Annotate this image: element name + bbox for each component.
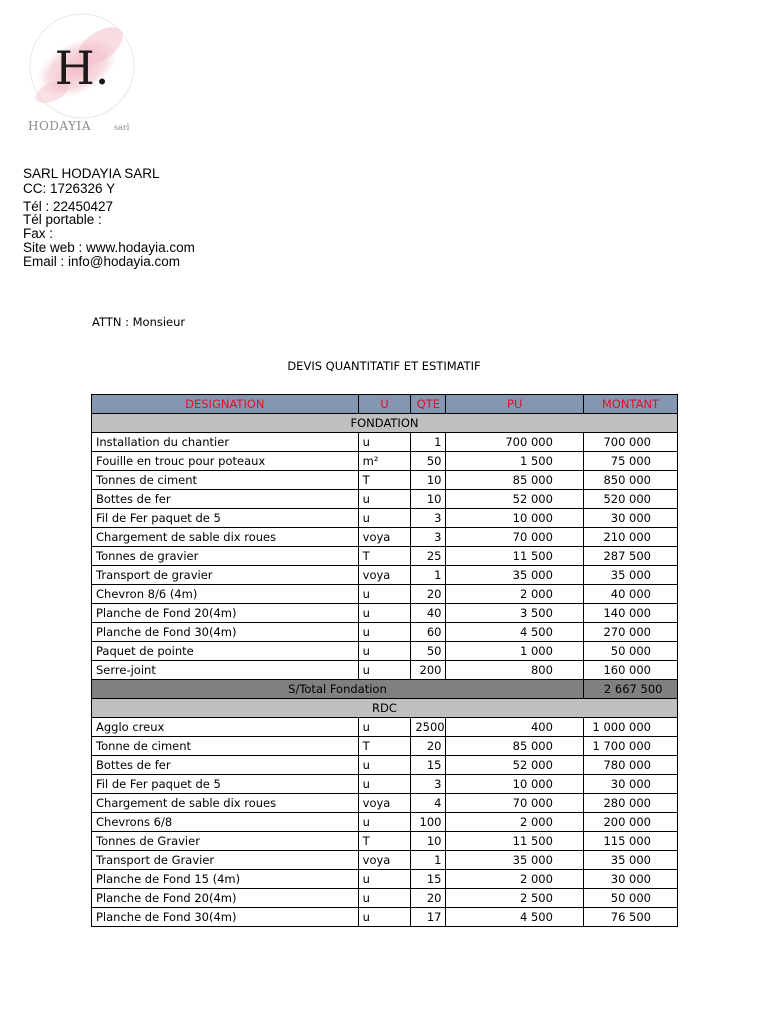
cell-designation: Tonnes de Gravier [92,832,359,851]
header-montant: MONTANT [583,395,677,414]
cell-unit: u [358,585,411,604]
cell-pu: 35 000 [446,851,583,870]
cell-qte: 1 [411,566,446,585]
quote-table [91,394,678,927]
cell-designation: Transport de gravier [92,566,359,585]
subtotal-label: S/Total Fondation [92,680,584,699]
cell-pu: 70 000 [446,794,583,813]
cell-pu: 3 500 [446,604,583,623]
cell-qte: 10 [411,490,446,509]
cell-montant: 850 000 [583,471,677,490]
table-row [92,870,678,889]
cell-montant: 270 000 [583,623,677,642]
cell-unit: u [358,604,411,623]
table-row [92,623,678,642]
cell-qte: 1 [411,851,446,870]
company-fax: Fax : [23,226,54,241]
cell-designation: Planche de Fond 20(4m) [92,889,359,908]
table-row [92,737,678,756]
cell-designation: Bottes de fer [92,490,359,509]
table-row [92,813,678,832]
cell-pu: 10 000 [446,509,583,528]
cell-pu: 11 500 [446,832,583,851]
table-row [92,585,678,604]
cell-designation: Chargement de sable dix roues [92,528,359,547]
cell-qte: 20 [411,585,446,604]
section-title: FONDATION [92,414,678,433]
company-mobile: Tél portable : [23,212,102,227]
cell-designation: Chevron 8/6 (4m) [92,585,359,604]
cell-pu: 52 000 [446,756,583,775]
header-designation: DESIGNATION [92,395,359,414]
cell-montant: 287 500 [583,547,677,566]
table-row [92,775,678,794]
cell-montant: 200 000 [583,813,677,832]
header-unit: U [358,395,411,414]
table-row [92,528,678,547]
cell-unit: voya [358,566,411,585]
cell-qte: 4 [411,794,446,813]
cell-unit: u [358,756,411,775]
cell-montant: 50 000 [583,642,677,661]
cell-pu: 2 000 [446,585,583,604]
cell-unit: u [358,623,411,642]
cell-montant: 40 000 [583,585,677,604]
cell-unit: m² [358,452,411,471]
cell-qte: 200 [411,661,446,680]
cell-pu: 2 000 [446,870,583,889]
cell-pu: 1 000 [446,642,583,661]
cell-unit: u [358,889,411,908]
section-row [92,414,678,433]
cell-pu: 52 000 [446,490,583,509]
cell-pu: 11 500 [446,547,583,566]
table-row [92,604,678,623]
cell-designation: Chargement de sable dix roues [92,794,359,813]
cell-montant: 75 000 [583,452,677,471]
cell-qte: 17 [411,908,446,927]
cell-designation: Transport de Gravier [92,851,359,870]
table-row [92,471,678,490]
cell-montant: 700 000 [583,433,677,452]
cell-unit: u [358,775,411,794]
section-row [92,699,678,718]
cell-designation: Tonnes de ciment [92,471,359,490]
table-row [92,851,678,870]
table-body [92,414,678,927]
cell-unit: u [358,661,411,680]
cell-pu: 70 000 [446,528,583,547]
cell-qte: 50 [411,642,446,661]
cell-designation: Chevrons 6/8 [92,813,359,832]
table-row [92,794,678,813]
cell-unit: voya [358,528,411,547]
cell-designation: Tonnes de gravier [92,547,359,566]
company-email: Email : info@hodayia.com [23,254,181,269]
cell-unit: u [358,509,411,528]
cell-montant: 140 000 [583,604,677,623]
cell-montant: 520 000 [583,490,677,509]
cell-designation: Fouille en trouc pour poteaux [92,452,359,471]
cell-qte: 50 [411,452,446,471]
cell-montant: 780 000 [583,756,677,775]
cell-unit: u [358,642,411,661]
cell-montant: 30 000 [583,775,677,794]
cell-montant: 35 000 [583,566,677,585]
cell-qte: 3 [411,528,446,547]
company-tel: Tél : 22450427 [23,199,114,214]
company-website: Site web : www.hodayia.com [23,240,195,255]
cell-montant: 30 000 [583,509,677,528]
cell-qte: 3 [411,775,446,794]
cell-pu: 2 000 [446,813,583,832]
cell-pu: 10 000 [446,775,583,794]
cell-designation: Planche de Fond 30(4m) [92,908,359,927]
table-row [92,509,678,528]
cell-qte: 20 [411,889,446,908]
company-logo [22,6,148,136]
header-qte: QTE [411,395,446,414]
cell-pu: 4 500 [446,908,583,927]
cell-unit: T [358,832,411,851]
cell-pu: 1 500 [446,452,583,471]
cell-unit: u [358,433,411,452]
document-title: DEVIS QUANTITATIF ET ESTIMATIF [287,359,481,373]
cell-montant: 115 000 [583,832,677,851]
cell-pu: 700 000 [446,433,583,452]
cell-montant: 160 000 [583,661,677,680]
company-info [23,166,195,269]
cell-montant: 35 000 [583,851,677,870]
logo-brand: HODAYIA [28,119,91,133]
table-row [92,452,678,471]
cell-qte: 20 [411,737,446,756]
cell-unit: u [358,908,411,927]
cell-montant: 280 000 [583,794,677,813]
cell-montant: 30 000 [583,870,677,889]
cell-unit: u [358,813,411,832]
cell-unit: voya [358,851,411,870]
cell-pu: 800 [446,661,583,680]
cell-qte: 15 [411,870,446,889]
cell-pu: 2 500 [446,889,583,908]
logo-initial: H. [54,41,110,95]
cell-designation: Planche de Fond 15 (4m) [92,870,359,889]
table-row [92,433,678,452]
cell-designation: Agglo creux [92,718,359,737]
cell-unit: T [358,737,411,756]
table-row [92,661,678,680]
cell-designation: Bottes de fer [92,756,359,775]
cell-unit: voya [358,794,411,813]
table-row [92,889,678,908]
table-header-row [92,395,678,414]
cell-montant: 50 000 [583,889,677,908]
cell-pu: 35 000 [446,566,583,585]
cell-unit: T [358,547,411,566]
cell-qte: 10 [411,471,446,490]
cell-montant: 76 500 [583,908,677,927]
cell-designation: Fil de Fer paquet de 5 [92,775,359,794]
table-row [92,642,678,661]
cell-qte: 3 [411,509,446,528]
cell-designation: Serre-joint [92,661,359,680]
logo-graphic [22,6,148,136]
cell-designation: Installation du chantier [92,433,359,452]
cell-qte: 100 [411,813,446,832]
table-row [92,756,678,775]
table-row [92,718,678,737]
table-row [92,908,678,927]
cell-pu: 4 500 [446,623,583,642]
cell-pu: 400 [446,718,583,737]
cell-pu: 85 000 [446,471,583,490]
header-pu: PU [446,395,583,414]
cell-designation: Fil de Fer paquet de 5 [92,509,359,528]
subtotal-row [92,680,678,699]
cell-qte: 2500 [411,718,446,737]
attn-line: ATTN : Monsieur [92,315,186,329]
cell-montant: 210 000 [583,528,677,547]
cell-montant: 1 700 000 [583,737,677,756]
cell-unit: u [358,490,411,509]
cell-qte: 15 [411,756,446,775]
cell-qte: 40 [411,604,446,623]
cell-qte: 1 [411,433,446,452]
section-title: RDC [92,699,678,718]
table-row [92,832,678,851]
logo-suffix: sarl [114,123,130,132]
cell-designation: Planche de Fond 30(4m) [92,623,359,642]
cell-unit: u [358,870,411,889]
subtotal-value: 2 667 500 [583,680,677,699]
cell-montant: 1 000 000 [583,718,677,737]
cell-unit: T [358,471,411,490]
table-row [92,547,678,566]
cell-pu: 85 000 [446,737,583,756]
cell-designation: Paquet de pointe [92,642,359,661]
cell-designation: Planche de Fond 20(4m) [92,604,359,623]
cell-qte: 60 [411,623,446,642]
table-row [92,490,678,509]
cell-unit: u [358,718,411,737]
cell-qte: 25 [411,547,446,566]
cell-qte: 10 [411,832,446,851]
table-row [92,566,678,585]
company-name: SARL HODAYIA SARL [23,166,160,181]
cell-designation: Tonne de ciment [92,737,359,756]
company-cc: CC: 1726326 Y [23,181,116,196]
